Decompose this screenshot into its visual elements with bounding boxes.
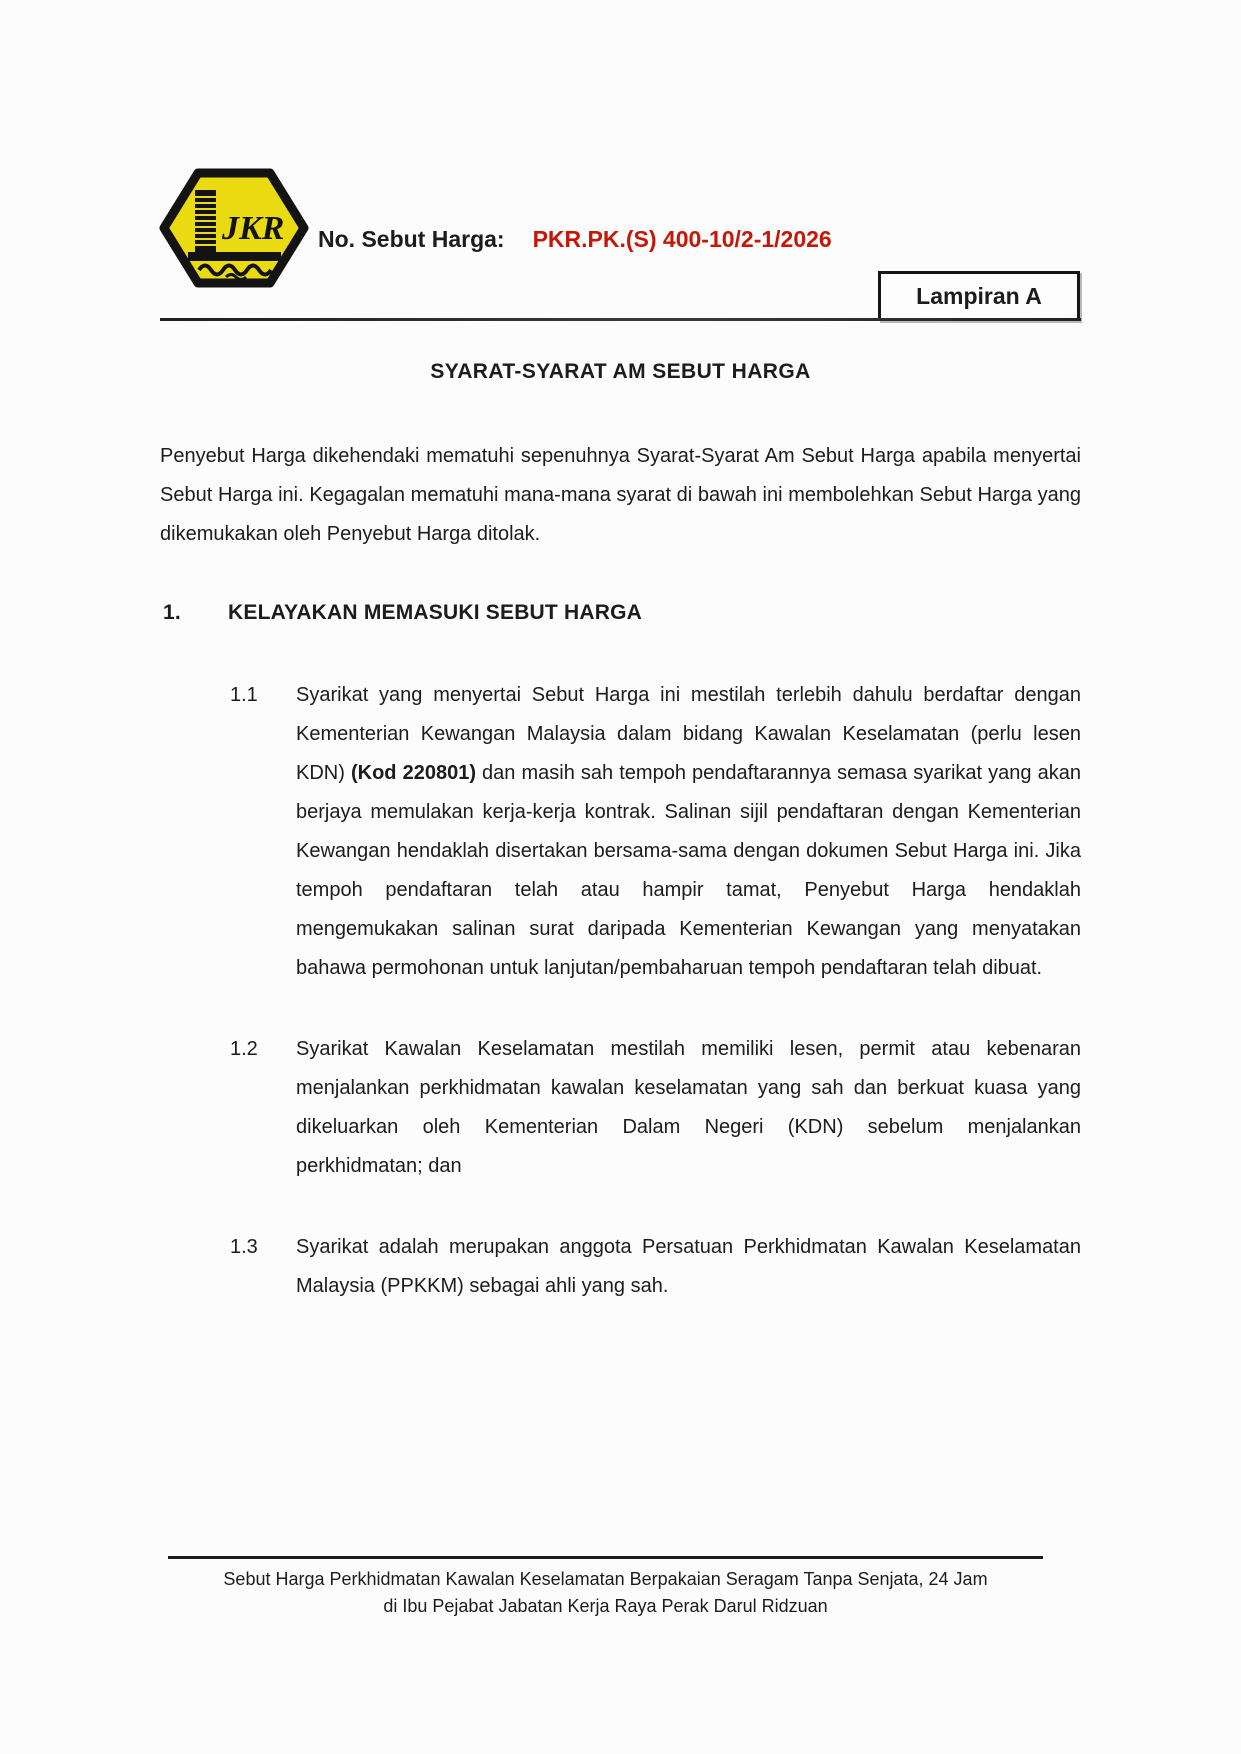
intro-paragraph: Penyebut Harga dikehendaki mematuhi sepenuhnya Syarat-Syarat Am Sebut Harga apabila menyertai Sebut Harga ini. Kegagalan mematuhi mana-mana syarat di bawah ini membolehkan Sebut Harga yang dikemukakan oleh Penyebut Harga ditolak.	[160, 445, 1081, 545]
clause-row-1-2	[230, 1030, 1081, 1186]
clause-text-part: dan masih sah tempoh pendaftarannya semasa syarikat yang akan berjaya memulakan kerja-kerja kontrak. Salinan sijil pendaftaran dengan Kementerian Kewangan hendaklah disertakan bersama-sama dengan dokumen Sebut Harga ini. Jika tempoh pendaftaran telah atau hampir tamat, Penyebut Harga hendaklah mengemukakan salinan surat daripada Kementerian Kewangan yang menyatakan bahawa permohonan untuk lanjutan/pembaharuan tempoh pendaftaran telah dibuat.	[296, 762, 1081, 979]
quotation-ref-label: No. Sebut Harga:	[318, 226, 505, 252]
footer-line-2: di Ibu Pejabat Jabatan Kerja Raya Perak Darul Ridzuan	[383, 1596, 828, 1616]
quotation-ref-row	[318, 226, 832, 253]
clause-row-1-3	[230, 1228, 1081, 1306]
clause-text: Syarikat adalah merupakan anggota Persatuan Perkhidmatan Kawalan Keselamatan Malaysia (PPKKM) sebagai ahli yang sah.	[296, 1236, 1081, 1297]
page-footer	[168, 1556, 1043, 1620]
page-title: SYARAT-SYARAT AM SEBUT HARGA	[430, 360, 811, 383]
clause-number: 1.1	[230, 684, 258, 706]
jkr-logo	[158, 166, 310, 290]
clause-text-part: Syarikat yang menyertai Sebut Harga ini mestilah terlebih dahulu berdaftar dengan Kementerian Kewangan Malaysia dalam bidang Kawalan Keselamatan (perlu lesen KDN)	[296, 684, 1081, 784]
quotation-ref-value: PKR.PK.(S) 400-10/2-1/2026	[532, 226, 832, 252]
header-divider	[160, 318, 1081, 321]
clause-number: 1.2	[230, 1038, 258, 1060]
section-heading: KELAYAKAN MEMASUKI SEBUT HARGA	[228, 601, 642, 624]
section-heading-row	[163, 601, 1081, 625]
clause-list	[230, 676, 1081, 1348]
footer-line-1: Sebut Harga Perkhidmatan Kawalan Keselamatan Berpakaian Seragam Tanpa Senjata, 24 Jam	[223, 1569, 988, 1589]
clause-row-1-1	[230, 676, 1081, 988]
clause-text	[296, 676, 1081, 988]
logo-jkr-text: JKR	[222, 210, 285, 247]
clause-text-bold: (Kod 220801)	[350, 762, 476, 784]
logo-tower-stripes	[195, 196, 216, 246]
section-number: 1.	[163, 601, 181, 624]
attachment-label-box	[878, 271, 1080, 321]
clause-number: 1.3	[230, 1236, 258, 1258]
jkr-logo-graphic	[158, 166, 310, 290]
logo-base-bar	[188, 252, 281, 261]
clause-text: Syarikat Kawalan Keselamatan mestilah memiliki lesen, permit atau kebenaran menjalankan perkhidmatan kawalan keselamatan yang sah dan berkuat kuasa yang dikeluarkan oleh Kementerian Dalam Negeri (KDN) sebelum menjalankan perkhidmatan; dan	[296, 1038, 1081, 1177]
attachment-label: Lampiran A	[916, 283, 1042, 309]
